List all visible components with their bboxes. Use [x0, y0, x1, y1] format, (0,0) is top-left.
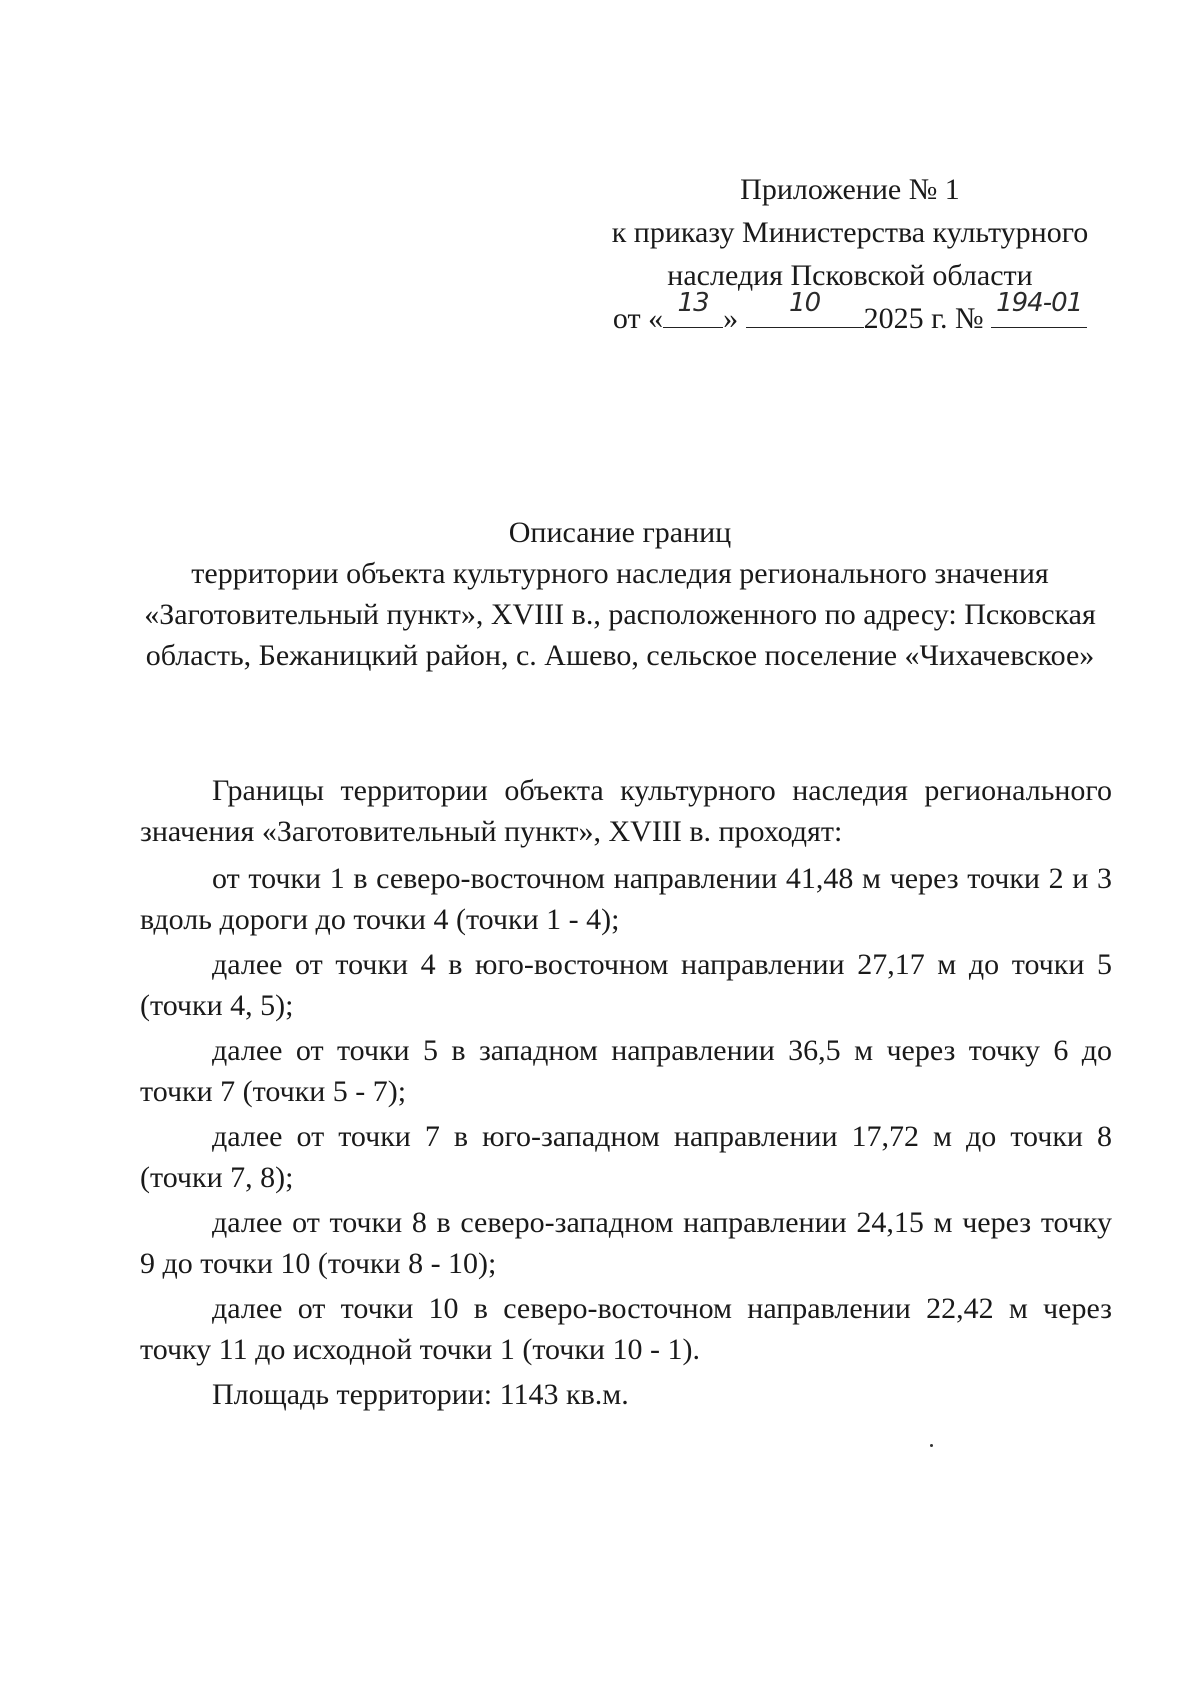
title-line-1: Описание границ [508, 516, 732, 549]
title-line-2: территории объекта культурного наследия регионального значения [191, 557, 1049, 590]
date-year: 2025 г. № [863, 302, 984, 335]
paragraph-segment-4: далее от точки 7 в юго-западном направлении 17,72 м до точки 8 (точки 7, 8); [140, 1120, 1112, 1194]
territory-area: Площадь территории: 1143 кв.м. [212, 1378, 629, 1411]
paragraph-segment-5: далее от точки 8 в северо-западном направлении 24,15 м через точку 9 до точки 10 (точки 8 - 10); [140, 1206, 1112, 1280]
document-body [140, 770, 1112, 1419]
order-number-blank [991, 288, 1087, 328]
handwritten-day: 13 [677, 288, 709, 318]
handwritten-month: 10 [789, 288, 821, 318]
paragraph-intro: Границы территории объекта культурного наследия регионального значения «Заготовительный пункт», XVIII в. проходят: [140, 774, 1112, 848]
date-mid: » [723, 302, 739, 335]
date-month-blank [746, 288, 864, 328]
title-line-4: область, Бежаницкий район, с. Ашево, сельское поселение «Чихачевское» [145, 639, 1095, 672]
paragraph-segment-3: далее от точки 5 в западном направлении 36,5 м через точку 6 до точки 7 (точки 5 - 7); [140, 1034, 1112, 1108]
date-day-blank [663, 288, 723, 328]
paragraph-segment-1: от точки 1 в северо-восточном направлении 41,48 м через точки 2 и 3 вдоль дороги до точки 4 (точки 1 - 4); [140, 862, 1112, 936]
appendix-ministry: наследия Псковской области [667, 259, 1033, 292]
date-prefix: от « [612, 302, 664, 335]
appendix-date-line [590, 288, 1110, 340]
appendix-header [590, 168, 1110, 340]
handwritten-order-number: 194-01 [996, 288, 1083, 318]
appendix-title: Приложение № 1 [740, 173, 960, 206]
paragraph-segment-6: далее от точки 10 в северо-восточном направлении 22,42 м через точку 11 до исходной точки 1 (точки 10 - 1). [140, 1292, 1112, 1366]
title-line-3: «Заготовительный пункт», XVIII в., расположенного по адресу: Псковская [144, 598, 1096, 631]
scan-speck [930, 1444, 933, 1447]
paragraph-segment-2: далее от точки 4 в юго-восточном направлении 27,17 м до точки 5 (точки 4, 5); [140, 948, 1112, 1022]
document-title [120, 512, 1120, 676]
appendix-order-ref: к приказу Министерства культурного [611, 216, 1089, 249]
